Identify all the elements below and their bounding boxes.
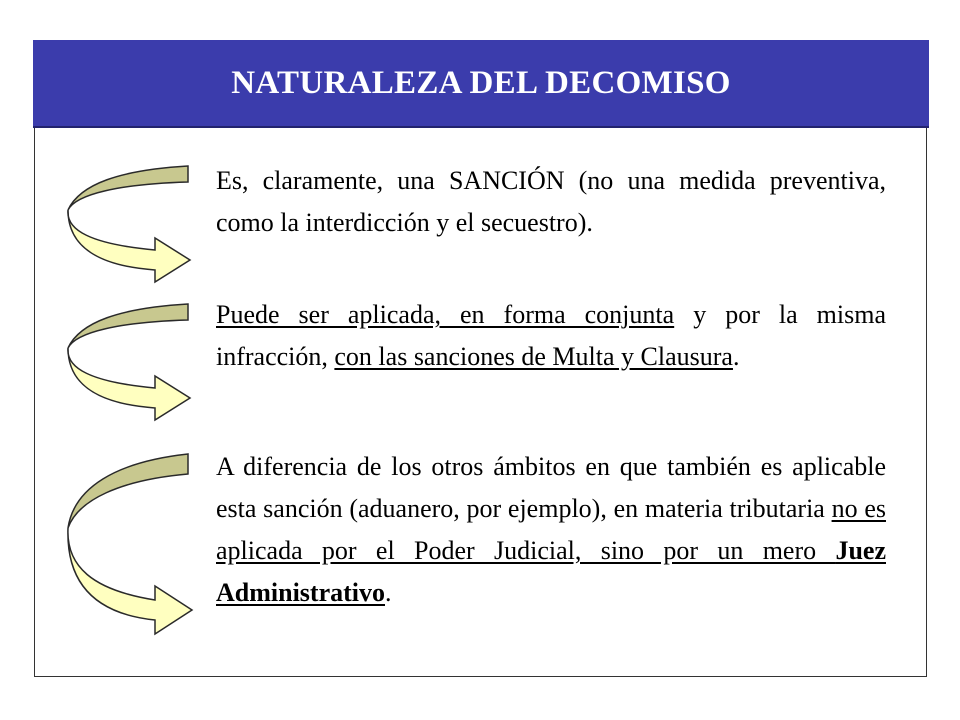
title-bar — [33, 40, 929, 128]
curved-arrow-icon — [60, 160, 210, 286]
paragraph-aplicacion-conjunta — [216, 294, 886, 378]
underlined-text: no es aplicada por el Poder Judicial, sino por un mero — [216, 494, 886, 565]
paragraph-sancion: Es, claramente, una SANCIÓN (no una medida preventiva, como la interdicción y el secuestro). — [216, 166, 886, 237]
paragraph-juez-administrativo — [216, 446, 886, 614]
text-span: . — [385, 578, 392, 607]
text-span: . — [732, 342, 740, 371]
curved-arrow-icon — [60, 448, 210, 638]
text-span: y por la misma infracción, — [216, 300, 886, 371]
underlined-text: con las sanciones de Multa y Clausura — [334, 342, 733, 371]
underlined-text: Puede ser aplicada, en forma conjunta — [216, 300, 675, 329]
curved-arrow-icon — [60, 298, 210, 424]
slide-title: NATURALEZA DEL DECOMISO — [231, 64, 731, 101]
text-span: A diferencia de los otros ámbitos en que también es aplicable esta sanción (aduanero, por ejemplo), en materia tributaria — [216, 452, 886, 523]
bold-underlined-text: Juez Administrativo — [216, 536, 886, 607]
